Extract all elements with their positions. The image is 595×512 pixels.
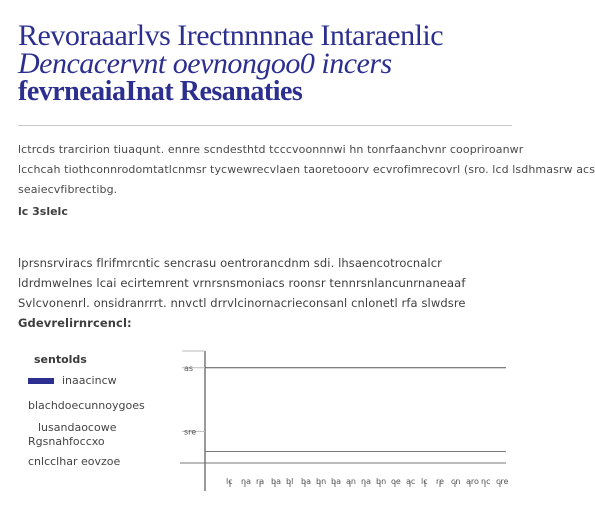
x-tick-label: ba	[331, 477, 341, 486]
title-line-3: fevrneaiaInat Resanaties	[18, 76, 303, 107]
legend-swatch	[28, 378, 54, 384]
legend-title: sentolds	[34, 353, 87, 366]
y-tick-label: as	[184, 363, 194, 373]
x-tick-label: aro	[466, 477, 479, 486]
body-paragraph	[18, 253, 512, 333]
x-tick-label: na	[361, 477, 371, 486]
x-tick-label: ra	[256, 477, 265, 486]
x-tick-label: lc	[421, 477, 428, 486]
section-heading: lc 3slelc	[18, 205, 68, 218]
x-tick-label: nc	[481, 477, 491, 486]
title-line-2: Dencacervnt oevnongoo0 incers	[18, 47, 392, 80]
x-tick-label: ac	[406, 477, 416, 486]
x-tick-label: bn	[316, 477, 327, 486]
x-tick-label: re	[436, 477, 445, 486]
paragraph-line: lprsnsrviracs flrifmrcntic sencrasu oentrorancdnm sdi. lhsaencotrocnalcr	[18, 256, 442, 270]
x-tick-label: cn	[451, 477, 461, 486]
y-tick-label: sre	[184, 427, 197, 437]
x-tick-label: an	[346, 477, 356, 486]
title-line-1: Revoraaarlvs Irectnnnnae Intaraenlic	[18, 19, 444, 52]
paragraph-line: lcchcah tiothconnrodomtatlcnmsr tycwewrecvlaen taoretooorv ecvrofimrecovrl (sro. lcd lsdhmasrw acs	[18, 163, 595, 176]
x-tick-label: na	[241, 477, 251, 486]
side-label: lusandaocowe	[38, 421, 117, 434]
paragraph-line: seaiecvfibrectibg.	[18, 183, 118, 196]
intro-paragraph	[18, 140, 595, 200]
paragraph-line: Gdevrelirnrcencl:	[18, 316, 132, 330]
paragraph-line: ldrdmwelnes lcai ecirtemrent vrnrsnsmoniacs roonsr tennrsnlancunrnaneaaf	[18, 276, 466, 290]
legend-entry	[28, 374, 168, 387]
paragraph-line: lctrcds trarcirion tiuaqunt. ennre scndesthtd tcccvoonnnwi hn tonrfaanchvnr coopriroanwr	[18, 143, 524, 156]
x-tick-label: bn	[376, 477, 387, 486]
x-tick-label: oe	[391, 477, 401, 486]
paragraph-line: Svlcvonenrl. onsidranrrrt. nnvctl drrvlcinornacrieconsanl cnlonetl rfa slwdsre	[18, 296, 466, 310]
x-tick-label: ba	[301, 477, 311, 486]
chart-legend	[28, 353, 168, 387]
x-tick-label: cre	[496, 477, 509, 486]
legend-label: inaacincw	[62, 374, 117, 387]
side-label: cnlcclhar eovzoe	[28, 455, 121, 468]
x-tick-label: lc	[226, 477, 233, 486]
document-title	[18, 19, 508, 107]
x-tick-label: bl	[286, 477, 294, 486]
side-label: blachdoecunnoygoes	[28, 399, 145, 412]
figure	[0, 345, 512, 512]
title-divider	[18, 125, 512, 126]
x-tick-label: ba	[271, 477, 281, 486]
side-label: Rgsnahfoccxo	[28, 435, 105, 448]
